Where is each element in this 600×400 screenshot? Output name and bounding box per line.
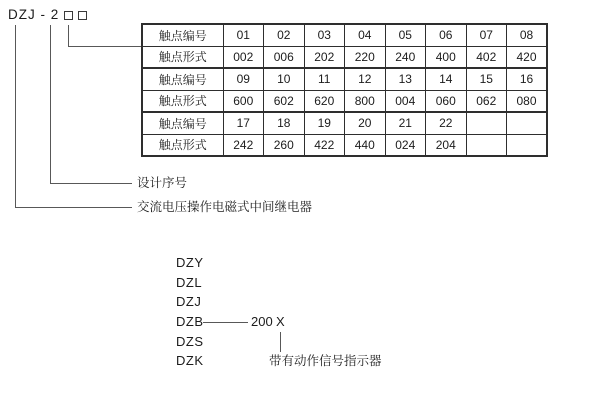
model-code-text: DZJ - 2 [8,7,60,22]
table-cell: 024 [385,134,426,156]
placeholder-box-icon [64,11,73,20]
table-cell: 08 [507,24,548,46]
dzb-suffix-x: X [276,314,285,329]
table-cell: 01 [223,24,264,46]
table-cell: 602 [264,90,305,112]
table-cell: 080 [507,90,548,112]
table-cell: 420 [507,46,548,68]
table-cell: 002 [223,46,264,68]
connector-series-vertical-line [50,25,51,183]
family-code: DZY [176,255,204,271]
table-cell: 07 [466,24,507,46]
table-row-label: 触点形式 [142,134,223,156]
table-cell [507,112,548,134]
table-cell: 400 [426,46,467,68]
table-cell: 600 [223,90,264,112]
table-cell: 16 [507,68,548,90]
table-cell: 14 [426,68,467,90]
table-cell [466,134,507,156]
table-row-label: 触点编号 [142,68,223,90]
contact-table [141,23,548,157]
table-cell: 10 [264,68,305,90]
table-row [142,46,547,68]
family-code: DZS [176,333,204,349]
table-cell: 22 [426,112,467,134]
table-cell: 20 [345,112,386,134]
list-item [176,331,204,351]
connector-dzj-horizontal-line [15,207,132,208]
family-code: DZB [176,314,204,330]
connector-box-vertical-line [68,25,69,46]
relay-family-list [176,253,204,371]
table-cell: 260 [264,134,305,156]
model-code [8,7,87,22]
list-item [176,253,204,273]
list-item [176,312,204,332]
family-code: DZK [176,353,204,369]
table-cell [507,134,548,156]
table-row-label: 触点编号 [142,112,223,134]
connector-box-horizontal-line [68,46,141,47]
table-cell: 004 [385,90,426,112]
table-cell: 11 [304,68,345,90]
table-cell: 04 [345,24,386,46]
list-item [176,292,204,312]
table-cell: 402 [466,46,507,68]
table-cell: 19 [304,112,345,134]
table-cell: 240 [385,46,426,68]
design-serial-label: 设计序号 [137,176,188,190]
table-cell: 620 [304,90,345,112]
table-row-label: 触点编号 [142,24,223,46]
connector-series-horizontal-line [50,183,132,184]
table-cell: 204 [426,134,467,156]
table-cell: 21 [385,112,426,134]
dzb-dash-line [203,322,248,323]
table-cell: 440 [345,134,386,156]
table-row [142,134,547,156]
connector-dzj-vertical-line [15,25,16,207]
table-cell: 18 [264,112,305,134]
dzb-suffix-number: 200 [251,314,273,329]
placeholder-box-icon [78,11,87,20]
table-row-label: 触点形式 [142,90,223,112]
table-cell: 12 [345,68,386,90]
table-cell: 17 [223,112,264,134]
table-row [142,90,547,112]
table-row [142,68,547,90]
table-cell: 03 [304,24,345,46]
x-annotation-label: 带有动作信号指示器 [269,354,382,368]
table-cell: 09 [223,68,264,90]
list-item [176,273,204,293]
table-cell [466,112,507,134]
table-row [142,112,547,134]
table-cell: 02 [264,24,305,46]
table-row-label: 触点形式 [142,46,223,68]
table-cell: 202 [304,46,345,68]
relay-description-label: 交流电压操作电磁式中间继电器 [137,200,313,214]
x-connector-line [280,332,281,352]
table-cell: 422 [304,134,345,156]
table-cell: 13 [385,68,426,90]
list-item [176,351,204,371]
table-cell: 800 [345,90,386,112]
table-cell: 062 [466,90,507,112]
table-cell: 060 [426,90,467,112]
table-cell: 05 [385,24,426,46]
table-cell: 242 [223,134,264,156]
family-code: DZL [176,274,203,290]
table-cell: 15 [466,68,507,90]
table-cell: 220 [345,46,386,68]
table-cell: 06 [426,24,467,46]
table-row [142,24,547,46]
family-code: DZJ [176,294,202,310]
table-cell: 006 [264,46,305,68]
